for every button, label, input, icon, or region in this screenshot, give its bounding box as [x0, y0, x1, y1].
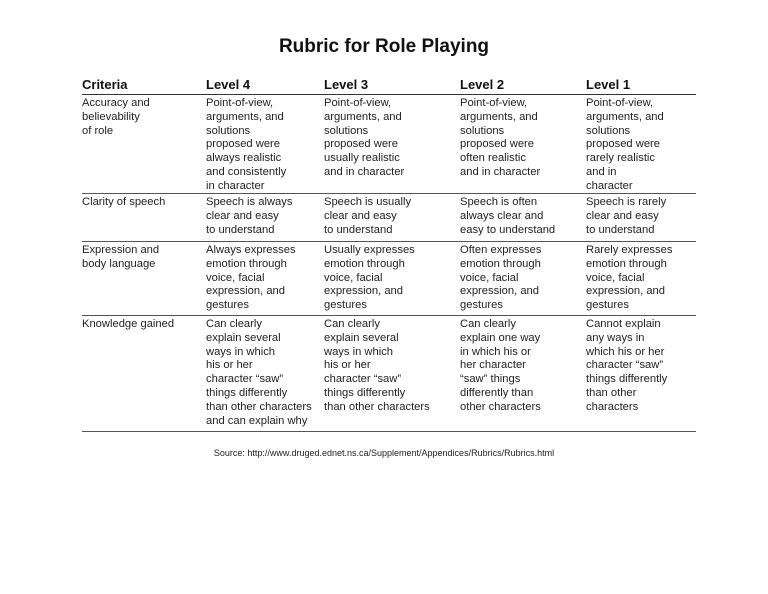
level-4-cell: Can clearly explain several ways in which his or her character “saw” things differently than other characters and can explain why [206, 318, 312, 427]
table-row [82, 194, 696, 242]
level-2-cell: Can clearly explain one way in which his or her character “saw” things differently than other characters [460, 318, 541, 413]
level-4-cell: Always expresses emotion through voice, facial expression, and gestures [206, 244, 296, 312]
header-criteria: Criteria [82, 77, 128, 92]
table-row [82, 316, 696, 432]
table-header-row [82, 76, 696, 95]
level-3-cell: Can clearly explain several ways in which his or her character “saw” things differently than other characters [324, 318, 430, 413]
level-2-cell: Point-of-view, arguments, and solutions proposed were often realistic and in character [460, 97, 541, 178]
header-level-4: Level 4 [206, 77, 251, 92]
level-3-cell: Usually expresses emotion through voice, facial expression, and gestures [324, 244, 415, 312]
criteria-cell: Knowledge gained [82, 318, 175, 330]
page-title: Rubric for Role Playing [278, 36, 490, 57]
header-level-1: Level 1 [586, 77, 631, 92]
level-1-cell: Cannot explain any ways in which his or her character “saw” things differently than other characters [586, 318, 668, 413]
source-citation: Source: http://www.druged.ednet.ns.ca/Supplement/Appendices/Rubrics/Rubrics.html [213, 448, 555, 458]
level-2-cell: Speech is often always clear and easy to understand [460, 196, 556, 236]
level-2-cell: Often expresses emotion through voice, facial expression, and gestures [460, 244, 542, 312]
rubric-table [82, 76, 696, 432]
criteria-cell: Accuracy and believability of role [82, 97, 150, 137]
criteria-cell: Clarity of speech [82, 196, 166, 208]
level-3-cell: Speech is usually clear and easy to understand [324, 196, 412, 236]
level-3-cell: Point-of-view, arguments, and solutions proposed were usually realistic and in character [324, 97, 405, 178]
level-4-cell: Speech is always clear and easy to understand [206, 196, 293, 236]
header-level-2: Level 2 [460, 77, 505, 92]
level-1-cell: Speech is rarely clear and easy to understand [586, 196, 667, 236]
level-4-cell: Point-of-view, arguments, and solutions proposed were always realistic and consistently in character [206, 97, 287, 192]
criteria-cell: Expression and body language [82, 244, 160, 270]
level-1-cell: Point-of-view, arguments, and solutions proposed were rarely realistic and in character [586, 97, 664, 192]
table-row [82, 242, 696, 316]
table-row [82, 95, 696, 194]
level-1-cell: Rarely expresses emotion through voice, facial expression, and gestures [586, 244, 673, 312]
header-level-3: Level 3 [324, 77, 369, 92]
